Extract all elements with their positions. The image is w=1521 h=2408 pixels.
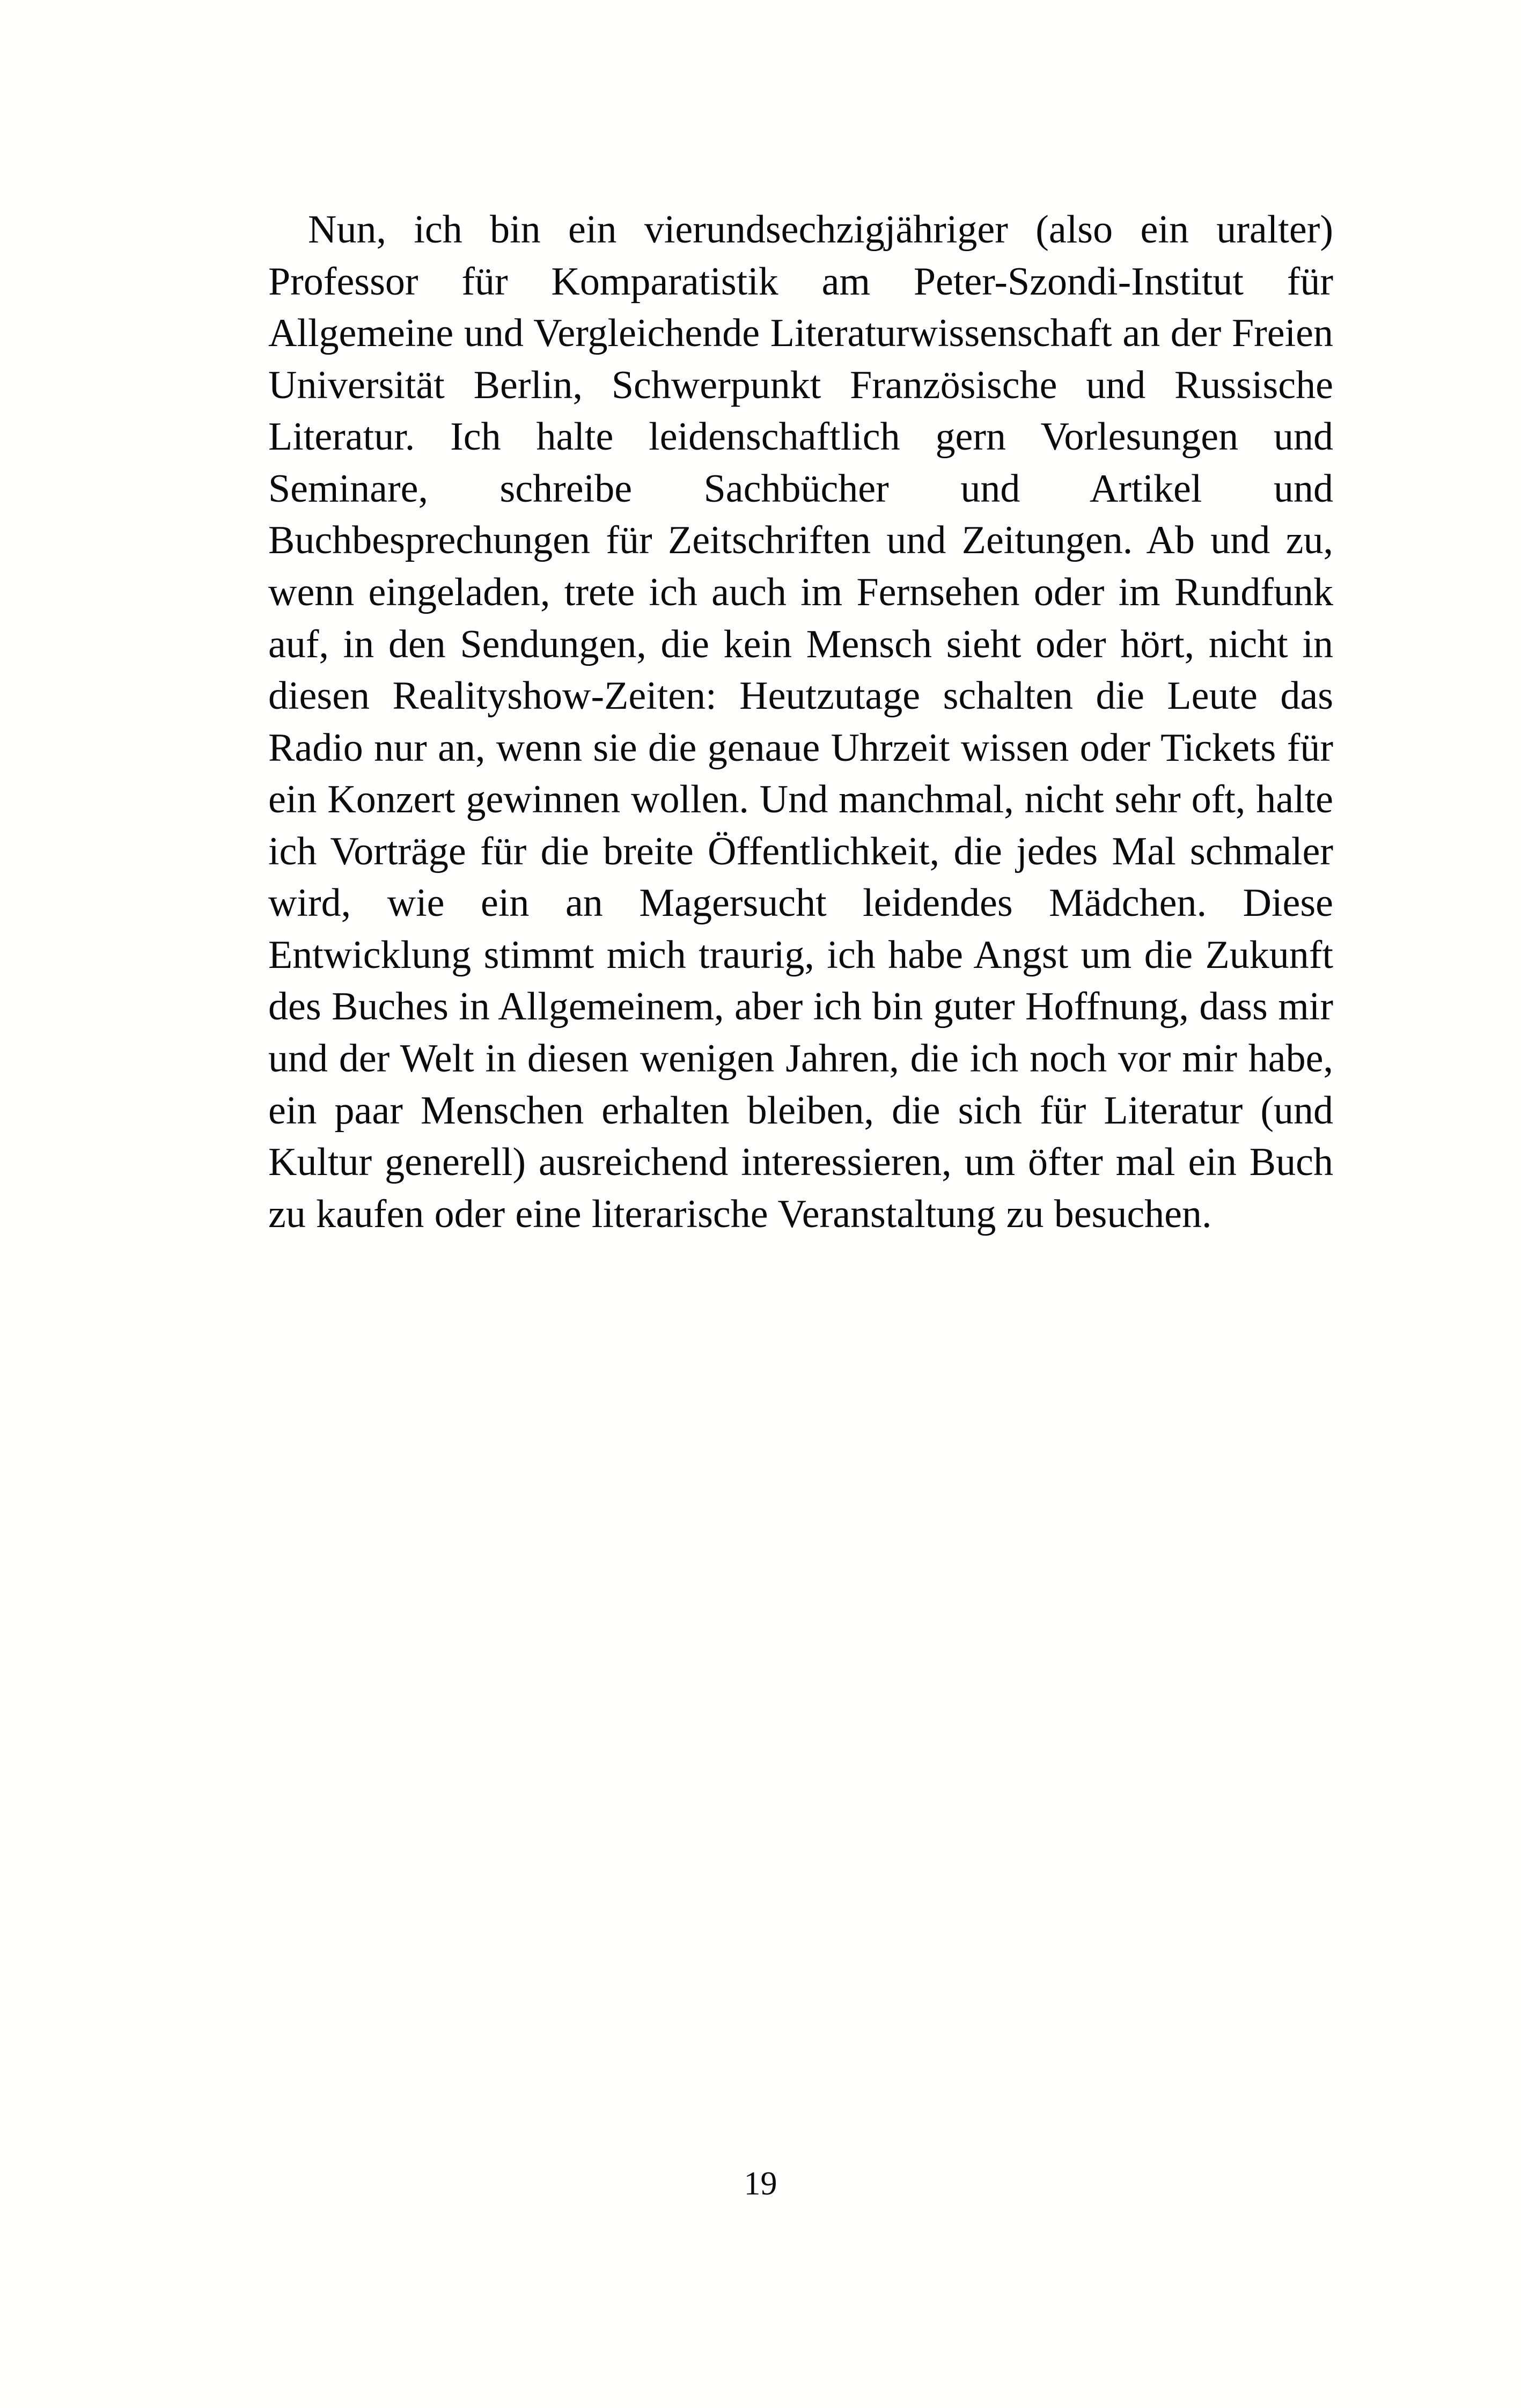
page-text-block [268, 204, 1333, 1240]
body-paragraph: Nun, ich bin ein vierundsechzigjähriger (also ein uralter) Professor für Komparatistik am Peter-Szondi-Institut für Allgemeine und Vergleichende Literaturwissenschaft an der Freien Universität Berlin, Schwerpunkt Französische und Russische Literatur. Ich halte leidenschaftlich gern Vorlesungen und Seminare, schreibe Sachbücher und Artikel und Buchbesprechungen für Zeitschriften und Zeitungen. Ab und zu, wenn eingeladen, trete ich auch im Fernsehen oder im Rundfunk auf, in den Sendungen, die kein Mensch sieht oder hört, nicht in diesen Realityshow-Zeiten: Heutzutage schalten die Leute das Radio nur an, wenn sie die genaue Uhrzeit wissen oder Tickets für ein Konzert gewinnen wollen. Und manchmal, nicht sehr oft, halte ich Vorträge für die breite Öffentlichkeit, die jedes Mal schmaler wird, wie ein an Magersucht leidendes Mädchen. Diese Entwicklung stimmt mich traurig, ich habe Angst um die Zukunft des Buches in Allgemeinem, aber ich bin guter Hoffnung, dass mir und der Welt in diesen wenigen Jahren, die ich noch vor mir habe, ein paar Menschen erhalten bleiben, die sich für Literatur (und Kultur generell) ausreichend interessieren, um öfter mal ein Buch zu kaufen oder eine literarische Veranstaltung zu besuchen. [268, 208, 1333, 1236]
page-number: 19 [744, 2165, 777, 2202]
